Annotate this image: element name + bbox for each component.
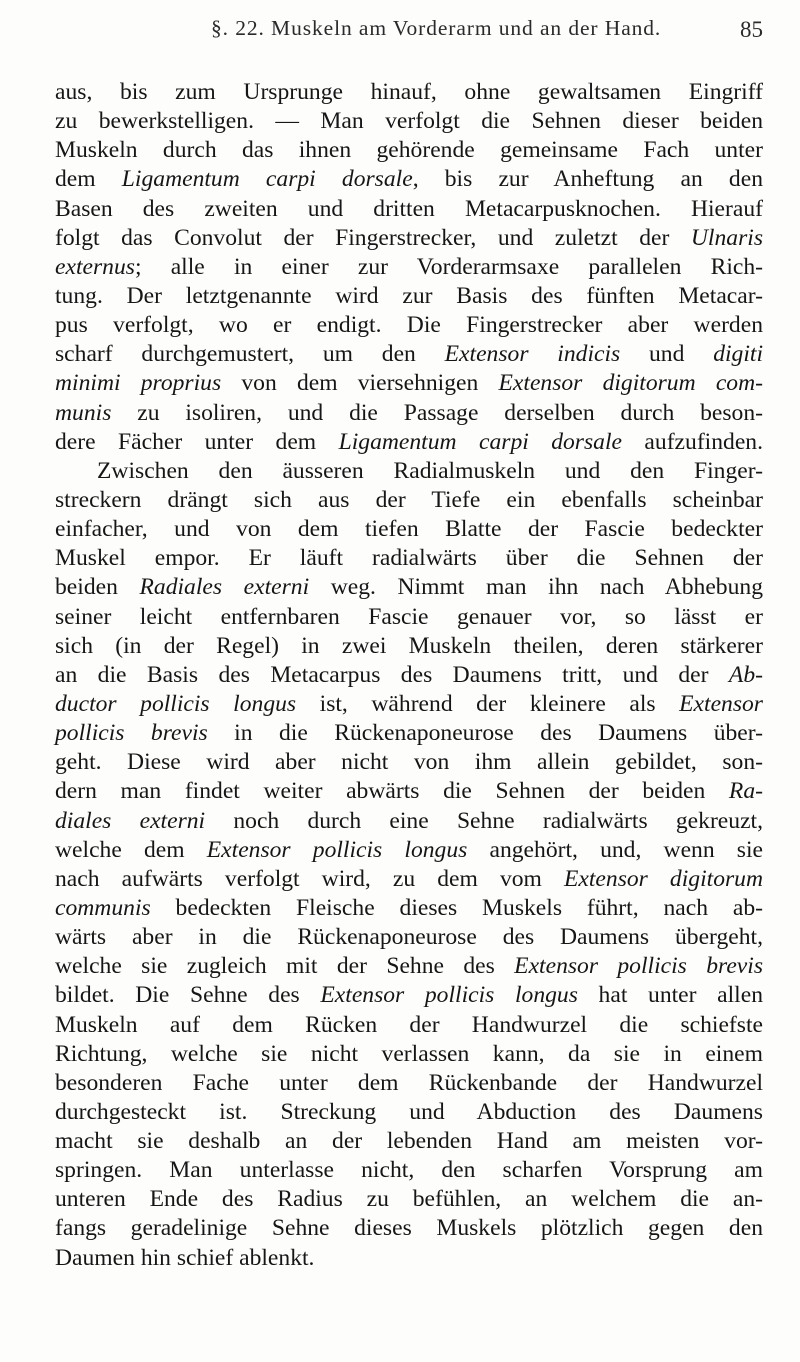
text-line <box>55 340 763 369</box>
text-segment: dern man findet weiter abwärts die Sehnen der beiden <box>55 778 729 805</box>
latin-term: digiti <box>713 341 764 368</box>
latin-term: Extensor pollicis longus <box>206 836 468 863</box>
text-line <box>55 282 763 311</box>
text-line <box>55 1214 763 1243</box>
text-line <box>55 253 763 282</box>
text-segment: Muskel empor. Er läuft radialwärts über die Sehnen der <box>55 545 763 572</box>
text-segment: von dem viersehnigen <box>221 370 499 397</box>
text-segment: wärts aber in die Rückenaponeurose des Daumens übergeht, <box>55 924 763 951</box>
latin-term: Extensor digitorum com- <box>498 370 763 397</box>
latin-term: Ab- <box>728 661 763 688</box>
latin-term: Extensor digitorum <box>563 865 764 892</box>
text-line <box>55 1127 763 1156</box>
text-segment: folgt das Convolut der Fingerstrecker, und zuletzt der <box>55 224 691 251</box>
text-segment: weg. Nimmt man ihn nach Abhebung <box>309 574 763 601</box>
text-segment: Richtung, welche sie nicht verlassen kann, da sie in einem <box>55 1040 763 1067</box>
text-segment: an die Basis des Metacarpus des Daumens tritt, und der <box>55 661 729 688</box>
text-line <box>55 399 763 428</box>
text-line <box>55 1185 763 1214</box>
text-line <box>55 1244 763 1273</box>
text-line <box>55 748 763 777</box>
text-line <box>55 165 763 194</box>
latin-term: Extensor indicis <box>444 341 621 368</box>
text-segment: tung. Der letztgenannte wird zur Basis des fünften Metacar- <box>55 282 763 309</box>
text-segment: welche sie zugleich mit der Sehne des <box>55 953 515 980</box>
text-line <box>55 1098 763 1127</box>
latin-term: Ligamentum carpi dorsale <box>338 428 622 455</box>
latin-term: Extensor pollicis brevis <box>514 953 763 980</box>
latin-term: minimi proprius <box>55 370 222 397</box>
latin-term: Extensor pollicis longus <box>320 982 578 1009</box>
text-segment: besonderen Fache unter dem Rückenbande der Handwurzel <box>55 1069 763 1096</box>
text-segment: scharf durchgemustert, um den <box>55 341 445 368</box>
text-line <box>55 224 763 253</box>
text-segment: bildet. Die Sehne des <box>55 982 321 1009</box>
page-number: 85 <box>740 17 763 42</box>
text-segment: unteren Ende des Radius zu befühlen, an welchem die an- <box>55 1186 763 1213</box>
text-line <box>55 428 763 457</box>
text-line <box>55 690 763 719</box>
text-line <box>55 1040 763 1069</box>
text-line <box>55 981 763 1010</box>
text-line <box>55 573 763 602</box>
latin-term: communis <box>55 894 151 921</box>
text-segment: Muskeln auf dem Rücken der Handwurzel die schiefste <box>55 1011 763 1038</box>
text-segment: angehört, und, wenn sie <box>467 836 763 863</box>
text-line <box>55 78 763 107</box>
text-segment: pus verfolgt, wo er endigt. Die Fingerstrecker aber werden <box>55 312 763 339</box>
text-line <box>55 107 763 136</box>
text-line <box>55 136 763 165</box>
text-segment: ; alle in einer zur Vorderarmsaxe parallelen Rich- <box>134 253 763 280</box>
text-line <box>55 865 763 894</box>
text-line <box>55 544 763 573</box>
text-segment: macht sie deshalb an der lebenden Hand am meisten vor- <box>55 1128 763 1155</box>
text-line <box>55 1011 763 1040</box>
text-segment: geht. Diese wird aber nicht von ihm allein gebildet, son- <box>55 749 763 776</box>
text-segment: aufzufinden. <box>622 428 763 455</box>
text-line <box>55 952 763 981</box>
text-segment: in die Rückenaponeurose des Daumens über- <box>207 720 763 747</box>
text-segment: beiden <box>55 574 140 601</box>
text-segment: sich (in der Regel) in zwei Muskeln theilen, deren stärkerer <box>55 632 763 659</box>
latin-term: Ra- <box>728 778 763 805</box>
text-line <box>55 369 763 398</box>
text-line <box>55 1156 763 1185</box>
latin-term: munis <box>55 399 112 426</box>
text-segment: Basen des zweiten und dritten Metacarpusknochen. Hierauf <box>55 195 763 222</box>
text-segment: welche dem <box>55 836 207 863</box>
latin-term: diales externi <box>55 807 206 834</box>
text-segment: nach aufwärts verfolgt wird, zu dem vom <box>55 865 564 892</box>
text-segment: zu isoliren, und die Passage derselben durch beson- <box>111 399 763 426</box>
text-line <box>55 486 763 515</box>
text-segment: dere Fächer unter dem <box>55 428 339 455</box>
text-line <box>55 807 763 836</box>
latin-term: Ulnaris <box>690 224 763 251</box>
latin-term: pollicis brevis <box>55 720 208 747</box>
text-segment: zu bewerkstelligen. — Man verfolgt die Sehnen dieser beiden <box>55 108 763 135</box>
body-text <box>55 78 763 1273</box>
text-segment: bedeckten Fleische dieses Muskels führt, nach ab- <box>150 894 763 921</box>
text-line <box>55 836 763 865</box>
text-line <box>55 894 763 923</box>
text-line <box>55 311 763 340</box>
text-line <box>55 603 763 632</box>
text-segment: streckern drängt sich aus der Tiefe ein ebenfalls scheinbar <box>55 486 763 513</box>
text-line <box>55 923 763 952</box>
text-segment: Daumen hin schief ablenkt. <box>55 1244 315 1271</box>
text-line <box>55 195 763 224</box>
text-line <box>55 1069 763 1098</box>
text-line <box>55 661 763 690</box>
text-line <box>55 719 763 748</box>
text-line <box>55 632 763 661</box>
text-segment: springen. Man unterlasse nicht, den scharfen Vorsprung am <box>55 1157 763 1184</box>
text-line <box>55 777 763 806</box>
latin-term: Radiales externi <box>139 574 310 601</box>
text-segment: und <box>620 341 714 368</box>
text-segment: aus, bis zum Ursprunge hinauf, ohne gewaltsamen Eingriff <box>55 79 763 105</box>
text-segment: hat unter allen <box>577 982 763 1009</box>
latin-term: Ligamentum carpi dorsale <box>121 166 413 193</box>
text-segment: , bis zur Anheftung an den <box>412 166 763 193</box>
text-segment: Zwischen den äusseren Radialmuskeln und den Finger- <box>97 457 763 484</box>
text-segment: fangs geradelinige Sehne dieses Muskels plötzlich gegen den <box>55 1215 763 1242</box>
latin-term: externus <box>55 253 135 280</box>
running-head <box>0 16 800 56</box>
text-segment: dem <box>55 166 122 193</box>
text-segment: Muskeln durch das ihnen gehörende gemeinsame Fach unter <box>55 137 763 164</box>
text-line <box>55 515 763 544</box>
section-title: §. 22. Muskeln am Vorderarm und an der Hand. <box>211 16 662 40</box>
latin-term: ductor pollicis longus <box>55 690 297 717</box>
text-segment: noch durch eine Sehne radialwärts gekreuzt, <box>205 807 764 834</box>
text-line <box>55 457 763 486</box>
text-segment: durchgesteckt ist. Streckung und Abduction des Daumens <box>55 1098 763 1125</box>
text-segment: seiner leicht entfernbaren Fascie genauer vor, so lässt er <box>55 603 763 630</box>
text-segment: einfacher, und von dem tiefen Blatte der Fascie bedeckter <box>55 516 763 543</box>
latin-term: Extensor <box>679 690 763 717</box>
text-segment: ist, während der kleinere als <box>296 690 680 717</box>
